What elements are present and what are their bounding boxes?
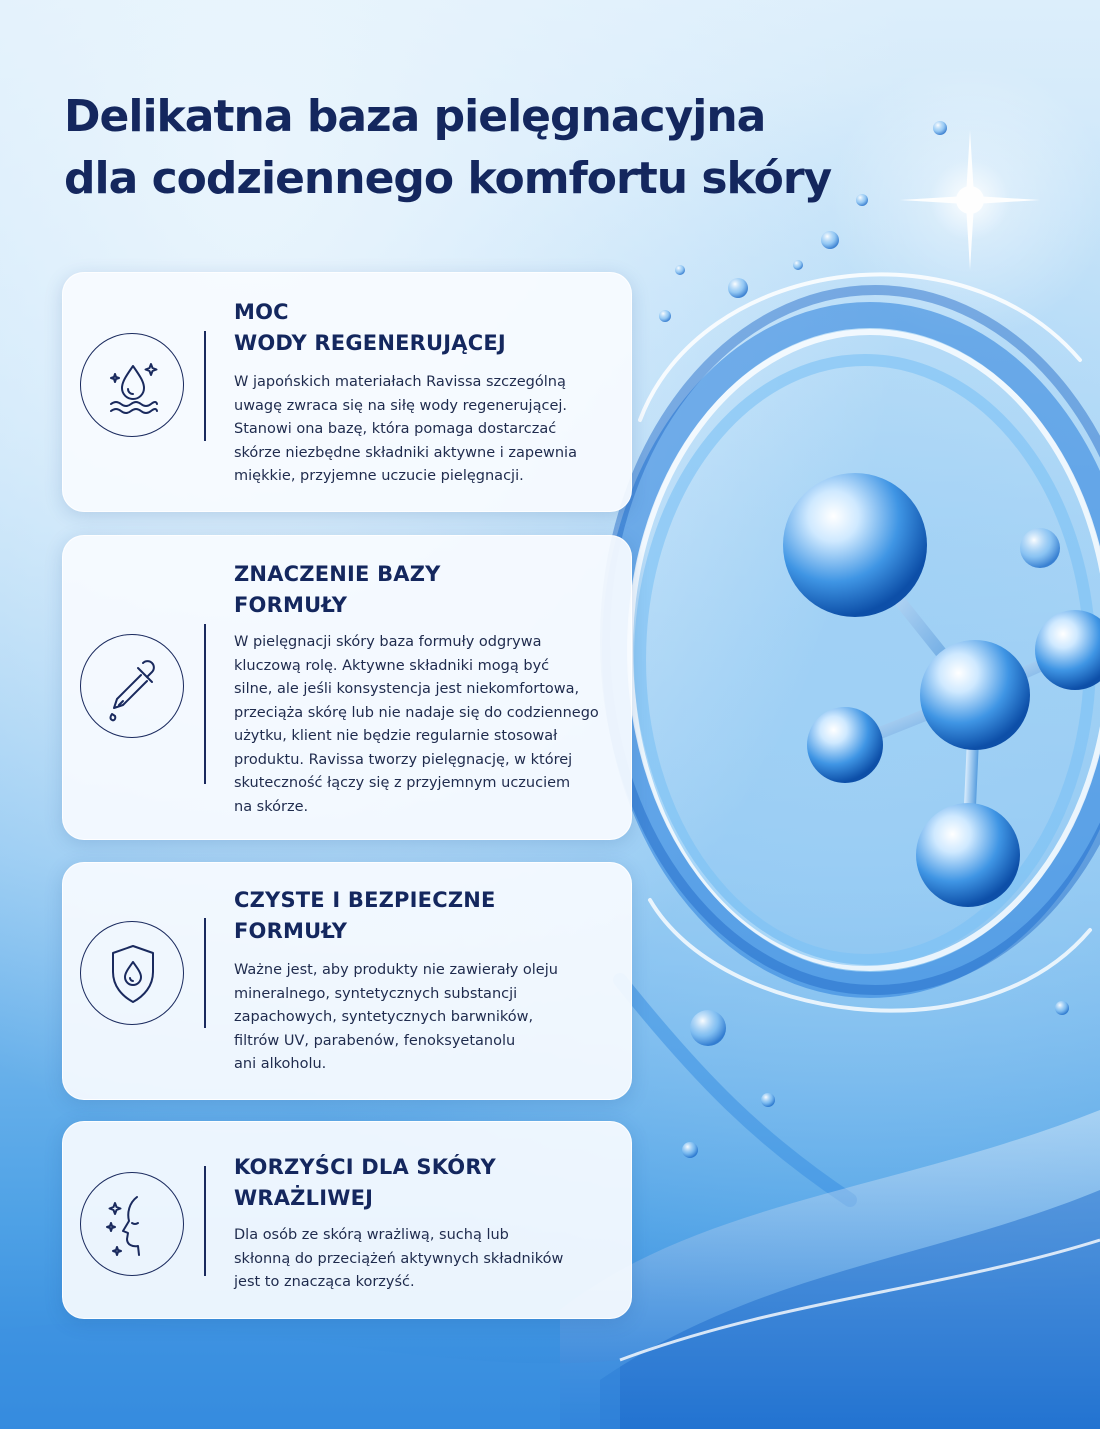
card-title-line: FORMUŁY [234,919,348,943]
card-text-line: Ważne jest, aby produkty nie zawierały oleju [234,962,558,978]
card-title [234,559,614,621]
card-title-line: KORZYŚCI DLA SKÓRY [234,1155,496,1179]
card-divider [204,331,206,441]
feature-card-water [62,272,632,512]
page-title-line-2: dla codziennego komfortu skóry [64,153,832,204]
card-text-line: przeciąża skórę lub nie nadaje się do codziennego [234,704,599,721]
card-divider [204,624,206,784]
feature-card-clean-formulas [62,862,632,1100]
card-text-line: produktu. Ravissa tworzy pielęgnację, w której [234,751,573,768]
card-text-line: miękkie, przyjemne uczucie pielęgnacji. [234,468,524,484]
card-description [234,959,626,1077]
card-text-line: Dla osób ze skórą wrażliwą, suchą lub [234,1227,509,1243]
card-title-line: ZNACZENIE BAZY [234,562,441,586]
card-description [234,1224,626,1295]
dropper-icon [80,634,184,738]
water-drop-icon [80,333,184,437]
feature-card-sensitive-skin [62,1121,632,1319]
shield-drop-icon [80,921,184,1025]
card-text-line: na skórze. [234,798,309,815]
card-text-line: kluczową rolę. Aktywne składniki mogą być [234,657,550,674]
card-title-line: WRAŻLIWEJ [234,1186,374,1210]
card-text-line: jest to znacząca korzyść. [234,1274,415,1290]
card-title-line: FORMUŁY [234,593,348,617]
card-description [234,631,626,819]
card-text-line: silne, ale jeśli konsystencja jest niekomfortowa, [234,681,580,697]
card-title [234,1152,614,1214]
card-text-line: skuteczność łączy się z przyjemnym uczuciem [234,775,571,791]
card-text-line: skórze niezbędne składniki aktywne i zapewnia [234,444,577,461]
card-title [234,885,614,947]
card-text-line: mineralnego, syntetycznych substancji [234,985,518,1002]
card-text-line: zapachowych, syntetycznych barwników, [234,1009,534,1025]
card-text-line: ani alkoholu. [234,1056,327,1072]
card-text-line: skłonną do przeciążeń aktywnych składników [234,1250,564,1267]
card-text-line: Stanowi ona bazę, która pomaga dostarczać [234,421,557,437]
card-divider [204,1166,206,1276]
page-title [64,86,864,210]
page-title-line-1: Delikatna baza pielęgnacyjna [64,91,766,142]
card-text-line: W japońskich materiałach Ravissa szczególną [234,374,566,390]
card-text-line: użytku, klient nie będzie regularnie stosował [234,728,558,744]
card-text-line: uwagę zwraca się na siłę wody regenerującej. [234,397,568,414]
card-title [234,297,614,359]
card-description [234,371,626,489]
card-text-line: filtrów UV, parabenów, fenoksyetanolu [234,1032,516,1049]
face-sparkle-icon [80,1172,184,1276]
feature-card-formula-base [62,535,632,840]
card-title-line: WODY REGENERUJĄCEJ [234,331,506,355]
card-divider [204,918,206,1028]
card-title-line: MOC [234,300,289,324]
card-text-line: W pielęgnacji skóry baza formuły odgrywa [234,634,542,650]
card-title-line: CZYSTE I BEZPIECZNE [234,888,496,912]
